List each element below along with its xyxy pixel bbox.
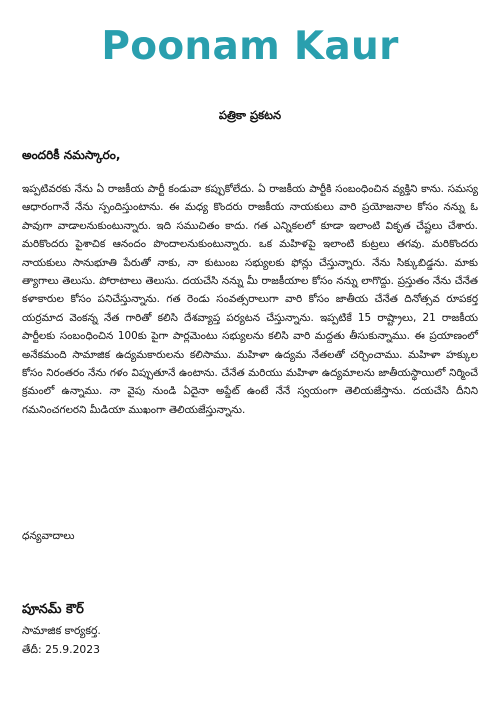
signature-role: సామాజిక కార్యకర్త. <box>22 624 101 637</box>
signature-date: తేదీ: 25.9.2023 <box>22 643 101 656</box>
body-paragraph: ఇప్పటివరకు నేను ఏ రాజకీయ పార్టీ కండువా కప్పుకోలేదు. ఏ రాజకీయ పార్టీకి సంబంధించిన వ్యక్తిని కాను. సమస్య ఆధారంగానే నేను స్పందిస్తుంటాను. ఈ మధ్య కొందరు రాజకీయ నాయకులు వారి ప్రయోజనాల కోసం నన్ను ఓ పావుగా వాడాలనుకుంటున్నారు. ఇది సముచితం కాదు. గత ఎన్నికలలో కూడా ఇలాంటి వికృత చేష్టలు చేశారు. మరికొందరు పైశాచిక ఆనందం పొందాలనుకుంటున్నారు. ఒక మహిళపై ఇలాంటి కుట్రలు తగవు. మరికొందరు నాయకులు సానుభూతి పేరుతో నాకు, నా కుటుంబ సభ్యులకు ఫోన్లు చేస్తున్నారు. నేను సిక్కుబిడ్డను. మాకు త్యాగాలు తెలుసు. పోరాటాలు తెలుసు. దయచేసి నన్ను మీ రాజకీయాల కోసం నన్ను లాగొద్దు. ప్రస్తుతం నేను చేనేత కళాకారుల కోసం పనిచేస్తున్నాను. గత రెండు సంవత్సరాలుగా వారి కోసం జాతీయ చేనేత దినోత్సవ రూపకర్త యర్రమాద వెంకన్న నేత గారితో కలిసి దేశవ్యాప్త పర్యటన చేస్తున్నాను. ఇప్పటికే 15 రాష్ట్రాలు, 21 రాజకీయ పార్టీలకు సంబంధించిన 100కు పైగా పార్లమెంటు సభ్యులను కలిసి వారి మద్దతు తీసుకున్నాము. ఈ ప్రయాణంలో అనేకమంది సామాజిక ఉద్యమకారులను కలిసాము. మహిళా ఉద్యమ నేతలతో చర్చించాము. మహిళా హక్కుల కోసం నిరంతరం నేను గళం విప్పుతూనే ఉంటాను. చేనేత మరియు మహిళా ఉద్యమాలను జాతీయస్థాయిలో నిర్మించే క్రమంలో ఉన్నాము. నా వైపు నుండి ఏదైనా అప్డేట్ ఉంటే నేనే స్వయంగా తెలియజేస్తాను. దయచేసి దీనిని గమనించగలరని మీడియా ముఖంగా తెలియజేస్తున్నాను. <box>22 183 478 416</box>
signature-name: పూనమ్ కౌర్ <box>22 602 84 617</box>
document-title: పత్రికా ప్రకటన <box>218 108 282 122</box>
salutation: అందరికీ నమస్కారం, <box>22 148 121 162</box>
closing-thanks: ధన్యవాదాలు <box>22 530 75 542</box>
brand-title: Poonam Kaur <box>101 24 399 69</box>
